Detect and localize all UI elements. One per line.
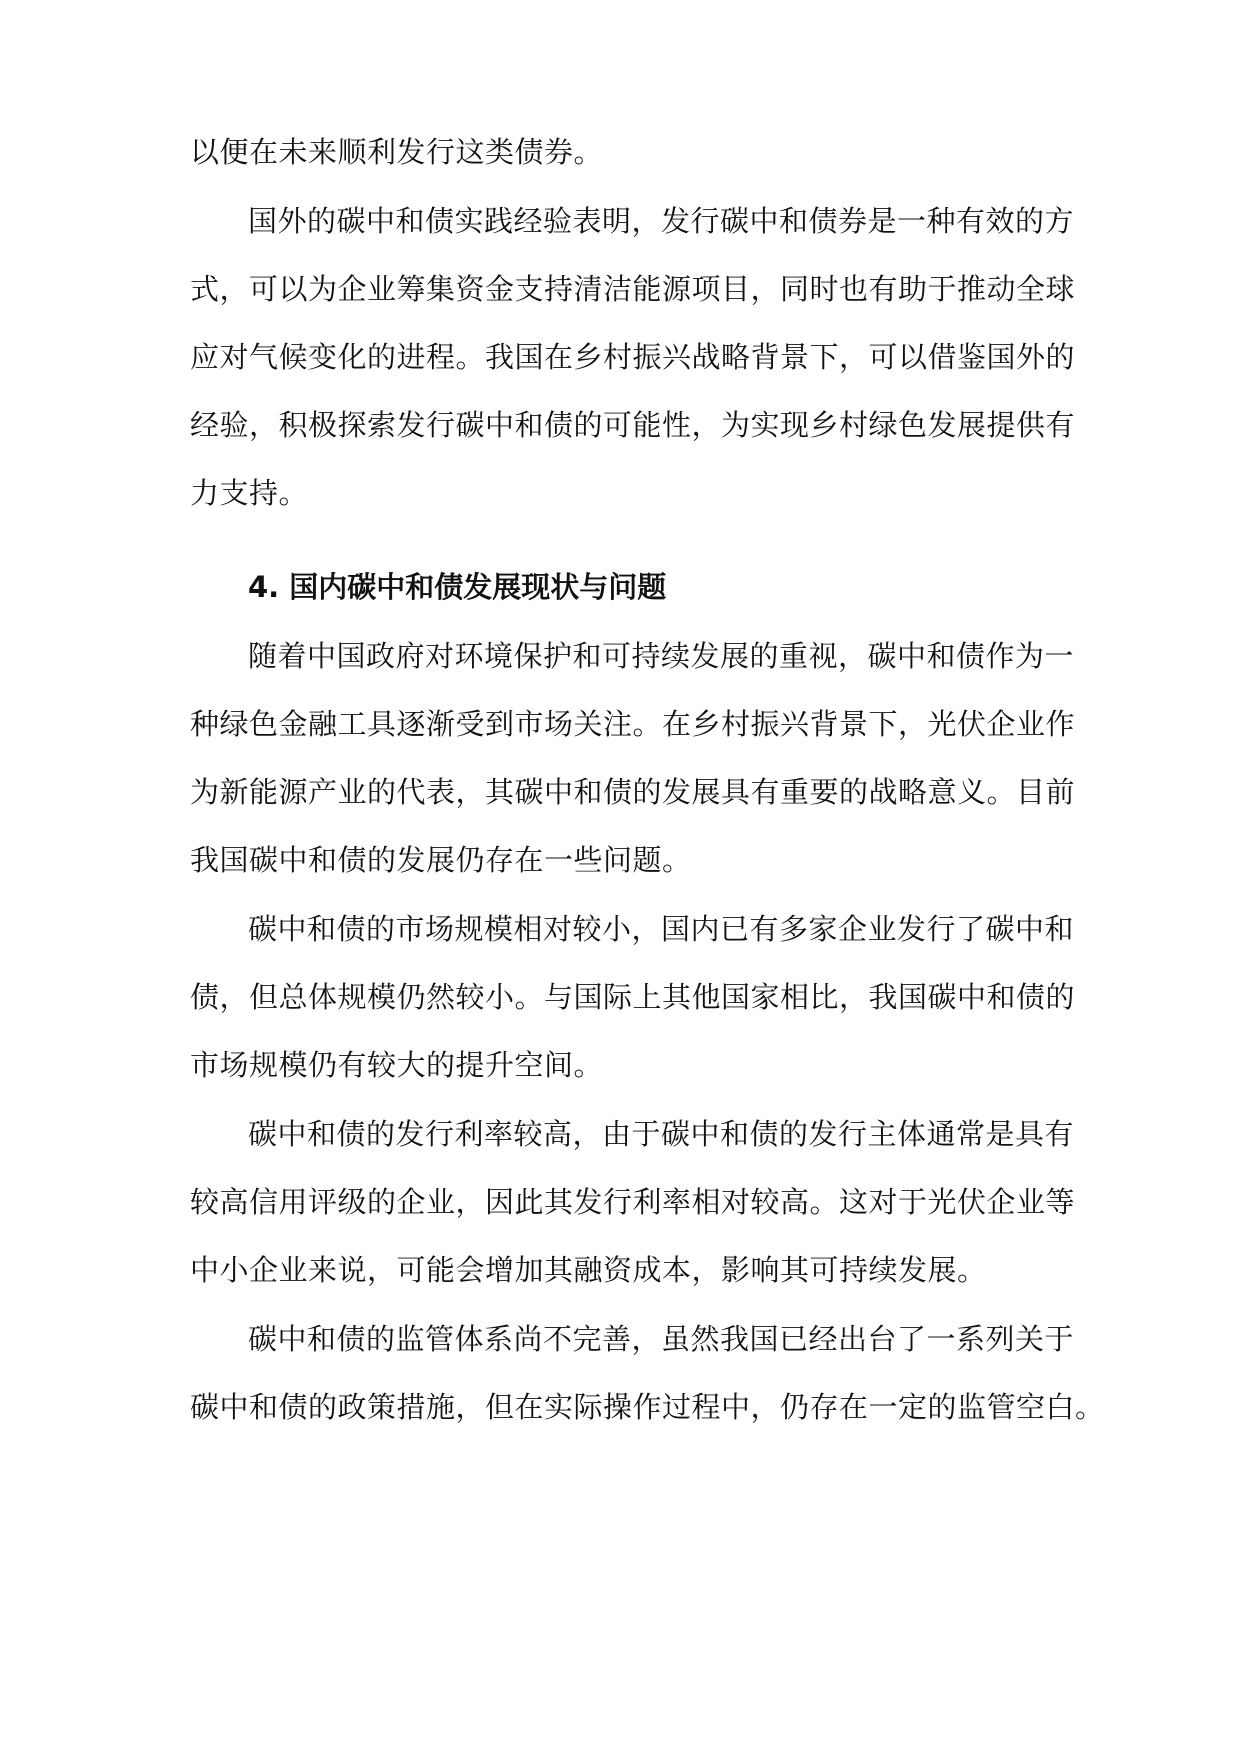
- paragraph-line: 种绿色金融工具逐渐受到市场关注。在乡村振兴背景下，光伏企业作: [190, 707, 1076, 741]
- paragraph-line: 较高信用评级的企业，因此其发行利率相对较高。这对于光伏企业等: [190, 1185, 1076, 1219]
- paragraph-line: 力支持。: [190, 476, 309, 510]
- paragraph-line: 式，可以为企业筹集资金支持清洁能源项目，同时也有助于推动全球: [190, 272, 1076, 306]
- paragraph-line: 以便在未来顺利发行这类债券。: [190, 135, 604, 169]
- paragraph-line: 市场规模仍有较大的提升空间。: [190, 1048, 604, 1082]
- paragraph-line: 中小企业来说，可能会增加其融资成本，影响其可持续发展。: [190, 1253, 987, 1287]
- paragraph-line: 碳中和债的政策措施，但在实际操作过程中，仍存在一定的监管空白。: [190, 1390, 1105, 1424]
- paragraph-line: 随着中国政府对环境保护和可持续发展的重视，碳中和债作为一: [248, 639, 1075, 673]
- paragraph-line: 经验，积极探索发行碳中和债的可能性，为实现乡村绿色发展提供有: [190, 408, 1076, 442]
- paragraph-line: 我国碳中和债的发展仍存在一些问题。: [190, 843, 692, 877]
- section-heading: 4. 国内碳中和债发展现状与问题: [248, 570, 667, 604]
- paragraph-line: 为新能源产业的代表，其碳中和债的发展具有重要的战略意义。目前: [190, 775, 1076, 809]
- paragraph-line: 碳中和债的监管体系尚不完善，虽然我国已经出台了一系列关于: [248, 1322, 1075, 1356]
- paragraph-line: 应对气候变化的进程。我国在乡村振兴战略背景下，可以借鉴国外的: [190, 340, 1076, 374]
- paragraph-line: 债，但总体规模仍然较小。与国际上其他国家相比，我国碳中和债的: [190, 980, 1076, 1014]
- paragraph-line: 碳中和债的发行利率较高，由于碳中和债的发行主体通常是具有: [248, 1117, 1075, 1151]
- paragraph-line: 碳中和债的市场规模相对较小，国内已有多家企业发行了碳中和: [248, 912, 1075, 946]
- paragraph-line: 国外的碳中和债实践经验表明，发行碳中和债券是一种有效的方: [248, 204, 1075, 238]
